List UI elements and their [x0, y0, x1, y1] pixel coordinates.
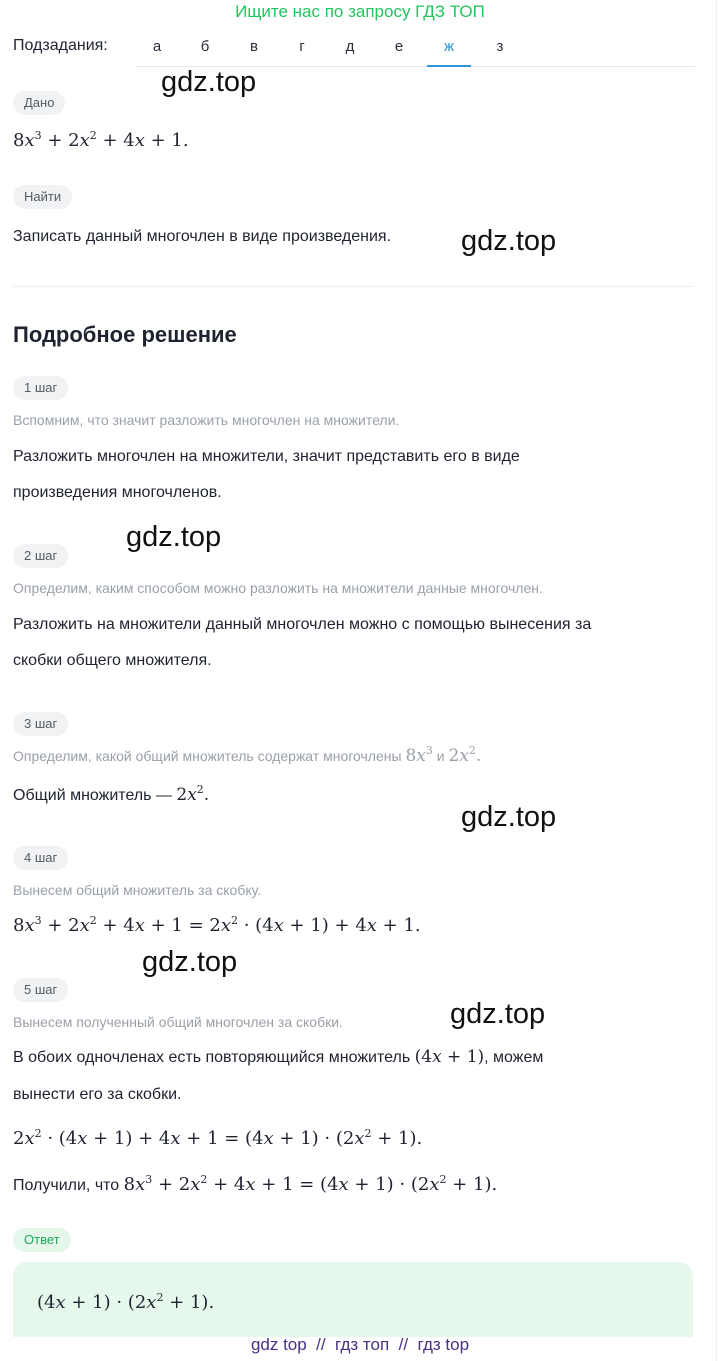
- step-hint: Определим, каким способом можно разложить на множители данные многочлен.: [13, 580, 543, 596]
- tab-z[interactable]: з: [496, 38, 504, 55]
- step-chip: 5 шаг: [13, 978, 68, 1002]
- watermark: gdz.top: [461, 225, 557, 257]
- tab-b[interactable]: б: [200, 38, 210, 55]
- solution-title: Подробное решение: [13, 322, 237, 347]
- answer-chip: Ответ: [13, 1228, 71, 1252]
- section-divider: [13, 286, 693, 287]
- given-expression: $8x^3 + 2x^2 + 4x + 1$.: [13, 129, 189, 151]
- step-text-line: скобки общего множителя.: [13, 652, 212, 669]
- step-hint: [13, 746, 481, 766]
- tab-g[interactable]: г: [299, 38, 305, 55]
- inline-math: $2x^2$.: [176, 783, 210, 805]
- footer-links[interactable]: gdz top // гдз топ // гдз top: [250, 1335, 470, 1354]
- watermark: gdz.top: [142, 946, 238, 978]
- find-text: Записать данный многочлен в виде произведения.: [13, 228, 392, 245]
- search-banner: Ищите нас по запросу ГДЗ ТОП: [235, 2, 485, 21]
- find-chip: Найти: [13, 185, 72, 209]
- step-hint: Вспомним, что значит разложить многочлен на множители.: [13, 412, 400, 428]
- step-hint: Вынесем общий множитель за скобку.: [13, 882, 262, 898]
- hint-math: $2x^2$.: [448, 744, 482, 766]
- step-text-line: Разложить многочлен на множители, значит представить его в виде: [13, 448, 520, 465]
- watermark: gdz.top: [126, 521, 222, 553]
- tab-zh[interactable]: ж: [427, 38, 471, 55]
- step-chip: 2 шаг: [13, 544, 68, 568]
- tab-e[interactable]: е: [394, 38, 404, 55]
- step-expression: $2x^2 \cdot (4x + 1) + 4x + 1 = (4x + 1) \cdot (2x^2 + 1)$.: [13, 1127, 423, 1149]
- tab-a[interactable]: а: [152, 38, 162, 55]
- hint-and: и: [436, 748, 445, 764]
- step-text: Общий множитель —: [13, 787, 172, 804]
- step-text-line: вынести его за скобки.: [13, 1086, 182, 1103]
- subtasks-label: Подзадания:: [13, 37, 108, 54]
- scroll-edge: [716, 0, 717, 1361]
- step-chip: 3 шаг: [13, 712, 68, 736]
- watermark: gdz.top: [461, 801, 557, 833]
- step-text: Получили, что: [13, 1177, 120, 1194]
- step-text: В обоих одночленах есть повторяющийся множитель: [13, 1049, 411, 1066]
- step-hint: Вынесем полученный общий многочлен за скобки.: [13, 1014, 343, 1030]
- watermark: gdz.top: [161, 66, 257, 98]
- answer-expression: $(4x + 1) \cdot (2x^2 + 1)$.: [37, 1291, 215, 1313]
- step-result-line: [13, 1174, 497, 1195]
- inline-math: (4x + 1): [414, 1047, 485, 1067]
- step-hint-text: Определим, какой общий множитель содержат многочлены: [13, 748, 402, 764]
- step-chip: 4 шаг: [13, 846, 68, 870]
- step-expression: $8x^3 + 2x^2 + 4x + 1 = 2x^2 \cdot (4x + 1) + 4x + 1$.: [13, 914, 421, 936]
- tab-v[interactable]: в: [250, 38, 258, 55]
- step-text-line: произведения многочленов.: [13, 484, 222, 501]
- hint-math: $8x^3$: [405, 744, 433, 766]
- step-text-line: [13, 1047, 543, 1067]
- watermark: gdz.top: [450, 998, 546, 1030]
- step-text: , можем: [484, 1049, 544, 1066]
- step-chip: 1 шаг: [13, 376, 68, 400]
- step-text-line: Разложить на множители данный многочлен можно с помощью вынесения за: [13, 616, 592, 633]
- inline-math: $8x^3 + 2x^2 + 4x + 1 = (4x + 1) \cdot (2x^2 + 1)$.: [123, 1173, 498, 1195]
- subtask-tabs: [135, 30, 695, 67]
- given-chip: Дано: [13, 91, 65, 115]
- tab-d[interactable]: д: [345, 38, 355, 55]
- step-text-line: [13, 785, 209, 805]
